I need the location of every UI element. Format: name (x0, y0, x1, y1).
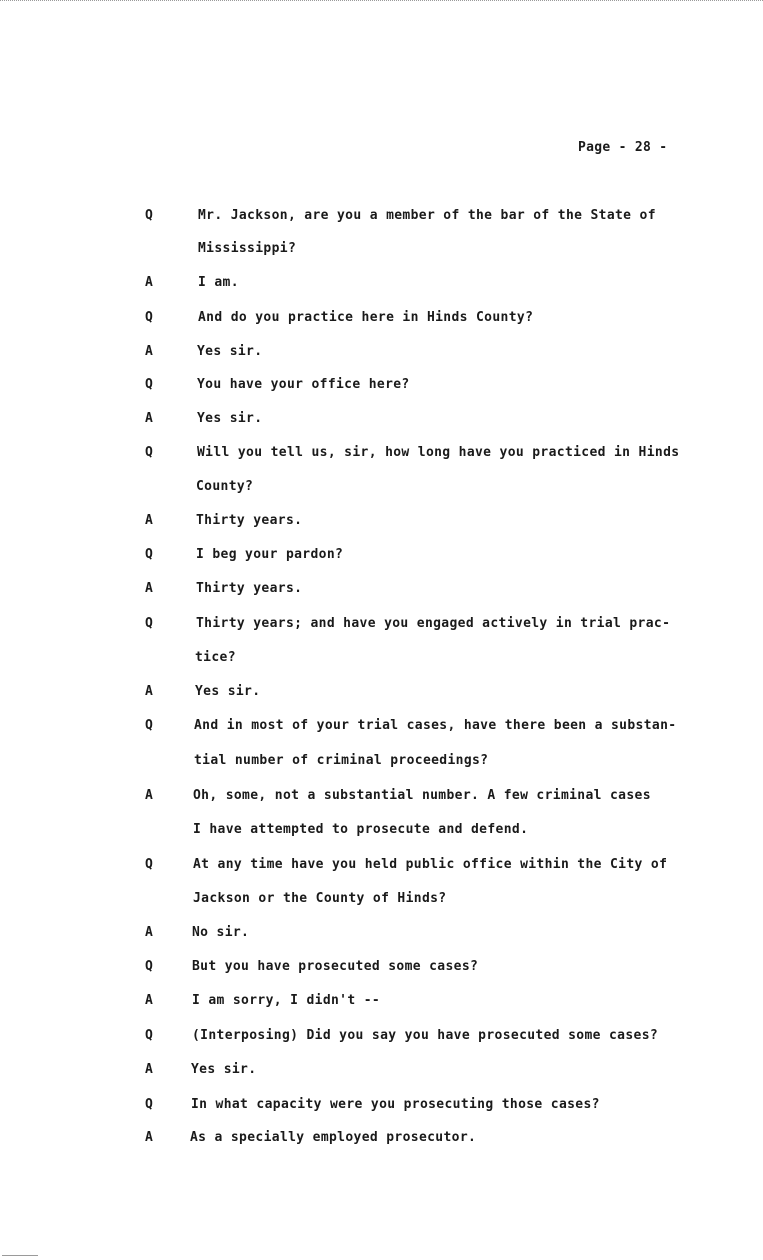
transcript-line (0, 275, 763, 295)
utterance-text: Yes sir. (195, 684, 261, 699)
speaker-marker: Q (145, 445, 153, 460)
transcript-line (0, 718, 763, 738)
utterance-text: And do you practice here in Hinds County? (198, 310, 534, 325)
utterance-text: Thirty years. (196, 513, 303, 528)
speaker-marker: A (145, 344, 153, 359)
transcript-line (0, 925, 763, 945)
utterance-text: Yes sir. (191, 1062, 257, 1077)
transcript-line (0, 344, 763, 364)
speaker-marker: A (145, 411, 153, 426)
utterance-text: As a specially employed prosecutor. (190, 1130, 477, 1145)
utterance-text: (Interposing) Did you say you have prosecuted some cases? (192, 1028, 659, 1043)
transcript-line (0, 1028, 763, 1048)
speaker-marker: A (145, 1062, 153, 1077)
utterance-text: County? (196, 479, 254, 494)
transcript-line (0, 547, 763, 567)
transcript-line (0, 310, 763, 330)
speaker-marker: Q (145, 547, 153, 562)
utterance-text: Oh, some, not a substantial number. A few criminal cases (193, 788, 651, 803)
transcript-line (0, 753, 763, 773)
speaker-marker: A (145, 925, 153, 940)
transcript-line (0, 616, 763, 636)
transcript-line (0, 445, 763, 465)
speaker-marker: A (145, 513, 153, 528)
speaker-marker: A (145, 1130, 153, 1145)
transcript-line (0, 581, 763, 601)
utterance-text: And in most of your trial cases, have there been a substan- (194, 718, 677, 733)
page-number: Page - 28 - (578, 140, 668, 155)
transcript-line (0, 822, 763, 842)
speaker-marker: Q (145, 959, 153, 974)
transcript-line (0, 241, 763, 261)
transcript-line (0, 513, 763, 533)
transcript-line (0, 1097, 763, 1117)
transcript-line (0, 479, 763, 499)
transcript-line (0, 1062, 763, 1082)
utterance-text: I am sorry, I didn't -- (192, 993, 381, 1008)
speaker-marker: A (145, 684, 153, 699)
speaker-marker: Q (145, 208, 153, 223)
speaker-marker: Q (145, 1028, 153, 1043)
utterance-text: Thirty years. (196, 581, 303, 596)
utterance-text: I beg your pardon? (196, 547, 344, 562)
utterance-text: Yes sir. (197, 411, 263, 426)
utterance-text: I am. (198, 275, 239, 290)
utterance-text: Mississippi? (198, 241, 297, 256)
utterance-text: Yes sir. (197, 344, 263, 359)
utterance-text: tial number of criminal proceedings? (194, 753, 489, 768)
utterance-text: Jackson or the County of Hinds? (193, 891, 447, 906)
utterance-text: No sir. (192, 925, 250, 940)
transcript-line (0, 208, 763, 228)
speaker-marker: A (145, 788, 153, 803)
transcript-line (0, 959, 763, 979)
utterance-text: At any time have you held public office within the City of (193, 857, 668, 872)
speaker-marker: Q (145, 1097, 153, 1112)
speaker-marker: Q (145, 377, 153, 392)
transcript-line (0, 377, 763, 397)
speaker-marker: A (145, 993, 153, 1008)
transcript-line (0, 857, 763, 877)
transcript-line (0, 650, 763, 670)
transcript-line (0, 993, 763, 1013)
transcript-line (0, 891, 763, 911)
speaker-marker: Q (145, 718, 153, 733)
utterance-text: tice? (195, 650, 236, 665)
utterance-text: You have your office here? (197, 377, 410, 392)
utterance-text: I have attempted to prosecute and defend. (193, 822, 529, 837)
transcript-line (0, 684, 763, 704)
utterance-text: In what capacity were you prosecuting those cases? (191, 1097, 600, 1112)
speaker-marker: Q (145, 857, 153, 872)
utterance-text: Will you tell us, sir, how long have you practiced in Hinds (197, 445, 680, 460)
utterance-text: Thirty years; and have you engaged actively in trial prac- (196, 616, 671, 631)
speaker-marker: A (145, 275, 153, 290)
utterance-text: But you have prosecuted some cases? (192, 959, 479, 974)
utterance-text: Mr. Jackson, are you a member of the bar of the State of (198, 208, 656, 223)
transcript-line (0, 411, 763, 431)
speaker-marker: A (145, 581, 153, 596)
speaker-marker: Q (145, 310, 153, 325)
transcript-line (0, 788, 763, 808)
speaker-marker: Q (145, 616, 153, 631)
transcript-line (0, 1130, 763, 1150)
